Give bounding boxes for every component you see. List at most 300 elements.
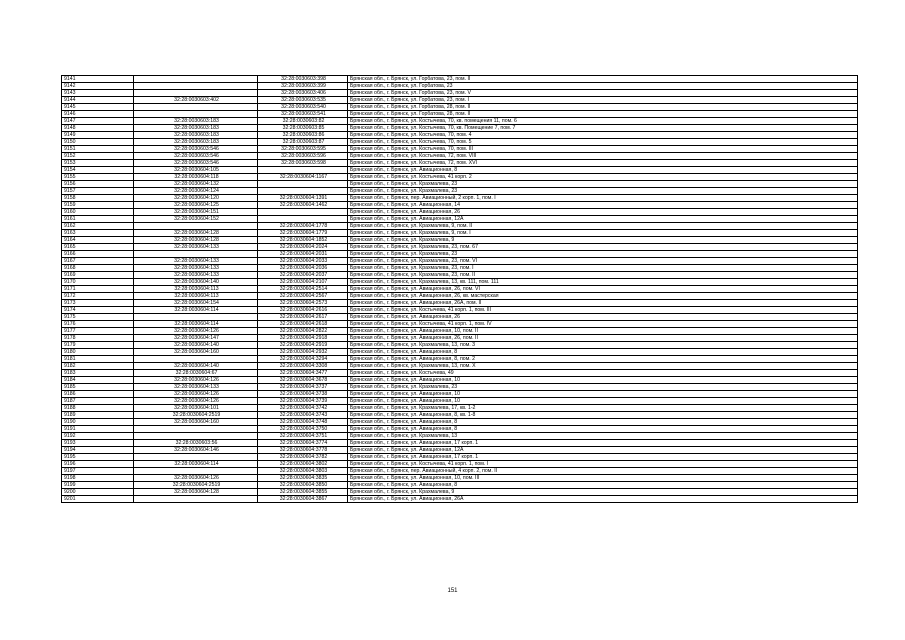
row-number-cell: 9173 bbox=[62, 300, 134, 307]
parcel-number-cell: 32:28:0030604:151 bbox=[134, 209, 258, 216]
row-number-cell: 9153 bbox=[62, 160, 134, 167]
parcel-number-cell: 32:28:0030604:105 bbox=[134, 167, 258, 174]
parcel-number-cell: 32:28:0030604:133 bbox=[134, 272, 258, 279]
parcel-number-cell: 32:28:0030604:140 bbox=[134, 342, 258, 349]
parcel-number-cell: 32:28:0030604:146 bbox=[134, 447, 258, 454]
parcel-number-cell: 32:28:0030604:120 bbox=[134, 195, 258, 202]
object-number-cell: 32:28:0030604:3738 bbox=[258, 391, 348, 398]
table-row bbox=[62, 76, 858, 83]
address-cell: Брянская обл., г. Брянск, ул. Авиационная, 26 bbox=[348, 209, 858, 216]
parcel-number-cell: 32:28:0030603:183 bbox=[134, 125, 258, 132]
table-row bbox=[62, 482, 858, 489]
parcel-number-cell: 32:28:0030604:126 bbox=[134, 475, 258, 482]
row-number-cell: 9192 bbox=[62, 433, 134, 440]
table-row bbox=[62, 398, 858, 405]
address-cell: Брянская обл., г. Брянск, ул. Авиационная, 17 корп. 1 bbox=[348, 454, 858, 461]
table-row bbox=[62, 475, 858, 482]
row-number-cell: 9197 bbox=[62, 468, 134, 475]
parcel-number-cell bbox=[134, 90, 258, 97]
row-number-cell: 9157 bbox=[62, 188, 134, 195]
row-number-cell: 9167 bbox=[62, 258, 134, 265]
row-number-cell: 9161 bbox=[62, 216, 134, 223]
object-number-cell: 32:28:0030604:1391 bbox=[258, 195, 348, 202]
table-row bbox=[62, 279, 858, 286]
address-cell: Брянская обл., г. Брянск, ул. Костычева, 70, пом. III bbox=[348, 146, 858, 153]
parcel-number-cell: 32:28:0030603:183 bbox=[134, 132, 258, 139]
object-number-cell: 32:28:0030603:87 bbox=[258, 139, 348, 146]
table-row bbox=[62, 97, 858, 104]
object-number-cell: 32:28:0030604:3308 bbox=[258, 363, 348, 370]
row-number-cell: 9171 bbox=[62, 286, 134, 293]
table-row bbox=[62, 244, 858, 251]
object-number-cell: 32:28:0030604:3835 bbox=[258, 475, 348, 482]
parcel-number-cell bbox=[134, 104, 258, 111]
row-number-cell: 9180 bbox=[62, 349, 134, 356]
object-number-cell: 32:28:0030604:3774 bbox=[258, 440, 348, 447]
object-number-cell: 32:28:0030604:3855 bbox=[258, 489, 348, 496]
parcel-number-cell: 32:28:0030604:113 bbox=[134, 286, 258, 293]
row-number-cell: 9193 bbox=[62, 440, 134, 447]
address-cell: Брянская обл., г. Брянск, ул. Горбатова, 23, пом. II bbox=[348, 76, 858, 83]
row-number-cell: 9200 bbox=[62, 489, 134, 496]
parcel-number-cell: 32:28:0030604:133 bbox=[134, 265, 258, 272]
parcel-number-cell: 32:28:0030604:126 bbox=[134, 398, 258, 405]
object-number-cell: 32:28:0030604:3751 bbox=[258, 433, 348, 440]
table-row bbox=[62, 335, 858, 342]
object-number-cell: 32:28:0030604:2037 bbox=[258, 272, 348, 279]
parcel-number-cell bbox=[134, 468, 258, 475]
address-cell: Брянская обл., г. Брянск, ул. Костычева, 70, кв. помещения 11, пом. 6 bbox=[348, 118, 858, 125]
address-cell: Брянская обл., г. Брянск, ул. Авиационная, 26 bbox=[348, 314, 858, 321]
table-row bbox=[62, 118, 858, 125]
table-row bbox=[62, 83, 858, 90]
row-number-cell: 9170 bbox=[62, 279, 134, 286]
table-row bbox=[62, 300, 858, 307]
table-row bbox=[62, 258, 858, 265]
object-number-cell: 32:28:0030604:3294 bbox=[258, 356, 348, 363]
table-row bbox=[62, 230, 858, 237]
table-row bbox=[62, 223, 858, 230]
address-cell: Брянская обл., г. Брянск, ул. Горбатова, 23 bbox=[348, 83, 858, 90]
address-cell: Брянская обл., г. Брянск, ул. Крахмалева, 23 bbox=[348, 384, 858, 391]
row-number-cell: 9145 bbox=[62, 104, 134, 111]
cadastral-table bbox=[61, 75, 858, 503]
parcel-number-cell: 32:28:0030604:133 bbox=[134, 258, 258, 265]
parcel-number-cell: 32:28:0030604:67 bbox=[134, 370, 258, 377]
parcel-number-cell: 32:28:0030604:2519 bbox=[134, 412, 258, 419]
object-number-cell: 32:28:0030603:596 bbox=[258, 153, 348, 160]
address-cell: Брянская обл., г. Брянск, ул. Авиационная, 26, кв. мастерская bbox=[348, 293, 858, 300]
address-cell: Брянская обл., г. Брянск, ул. Горбатова, 23, пом. I bbox=[348, 97, 858, 104]
table-row bbox=[62, 272, 858, 279]
row-number-cell: 9142 bbox=[62, 83, 134, 90]
address-cell: Брянская обл., г. Брянск, ул. Крахмалева, 13, кв. 111, пом. 111 bbox=[348, 279, 858, 286]
table-row bbox=[62, 426, 858, 433]
address-cell: Брянская обл., г. Брянск, ул. Крахмалева, 13, пом. Х bbox=[348, 363, 858, 370]
row-number-cell: 9190 bbox=[62, 419, 134, 426]
table-row bbox=[62, 209, 858, 216]
address-cell: Брянская обл., г. Брянск, ул. Крахмалева, 23 bbox=[348, 188, 858, 195]
parcel-number-cell bbox=[134, 83, 258, 90]
object-number-cell: 32:28:0030603:86 bbox=[258, 132, 348, 139]
parcel-number-cell: 32:28:0030604:133 bbox=[134, 384, 258, 391]
row-number-cell: 9198 bbox=[62, 475, 134, 482]
object-number-cell: 32:28:0030603:595 bbox=[258, 146, 348, 153]
object-number-cell: 32:28:0030604:3739 bbox=[258, 398, 348, 405]
address-cell: Брянская обл., г. Брянск, пер. Авиационный, 2 корп. 1, пом. I bbox=[348, 195, 858, 202]
address-cell: Брянская обл., г. Брянск, ул. Костычева, 41 корп. 1, пом. IV bbox=[348, 321, 858, 328]
parcel-number-cell: 32:28:0030604:124 bbox=[134, 188, 258, 195]
parcel-number-cell: 32:28:0030604:126 bbox=[134, 391, 258, 398]
address-cell: Брянская обл., г. Брянск, ул. Авиационная, 26А, пом. II bbox=[348, 300, 858, 307]
row-number-cell: 9151 bbox=[62, 146, 134, 153]
object-number-cell: 32:28:0030604:3778 bbox=[258, 447, 348, 454]
row-number-cell: 9160 bbox=[62, 209, 134, 216]
row-number-cell: 9143 bbox=[62, 90, 134, 97]
row-number-cell: 9163 bbox=[62, 230, 134, 237]
address-cell: Брянская обл., г. Брянск, ул. Авиационная, 8 bbox=[348, 167, 858, 174]
table-row bbox=[62, 104, 858, 111]
row-number-cell: 9169 bbox=[62, 272, 134, 279]
object-number-cell: 32:28:0030604:3802 bbox=[258, 461, 348, 468]
row-number-cell: 9185 bbox=[62, 384, 134, 391]
parcel-number-cell: 32:28:0030604:133 bbox=[134, 244, 258, 251]
table-row bbox=[62, 293, 858, 300]
table-row bbox=[62, 384, 858, 391]
table-row bbox=[62, 419, 858, 426]
address-cell: Брянская обл., г. Брянск, ул. Авиационная, 12А bbox=[348, 447, 858, 454]
address-cell: Брянская обл., г. Брянск, ул. Крахмалева, 23, пом. 67 bbox=[348, 244, 858, 251]
address-cell: Брянская обл., г. Брянск, ул. Крахмалева, 17, кв. 1-2 bbox=[348, 405, 858, 412]
parcel-number-cell: 32:28:0030604:128 bbox=[134, 237, 258, 244]
parcel-number-cell: 32:28:0030604:113 bbox=[134, 293, 258, 300]
row-number-cell: 9182 bbox=[62, 363, 134, 370]
row-number-cell: 9188 bbox=[62, 405, 134, 412]
parcel-number-cell: 32:28:0030604:126 bbox=[134, 377, 258, 384]
row-number-cell: 9152 bbox=[62, 153, 134, 160]
object-number-cell: 32:28:0030604:3748 bbox=[258, 419, 348, 426]
address-cell: Брянская обл., г. Брянск, ул. Авиационная, 10 bbox=[348, 391, 858, 398]
object-number-cell: 32:28:0030604:3867 bbox=[258, 496, 348, 503]
table-row bbox=[62, 412, 858, 419]
row-number-cell: 9155 bbox=[62, 174, 134, 181]
object-number-cell: 32:28:0030604:2024 bbox=[258, 244, 348, 251]
address-cell: Брянская обл., г. Брянск, ул. Костычева, 70, пом. 5 bbox=[348, 139, 858, 146]
row-number-cell: 9166 bbox=[62, 251, 134, 258]
address-cell: Брянская обл., г. Брянск, ул. Горбатова, 28, пом. II bbox=[348, 111, 858, 118]
table-row bbox=[62, 216, 858, 223]
table-row bbox=[62, 188, 858, 195]
object-number-cell: 32:28:0030604:2932 bbox=[258, 349, 348, 356]
address-cell: Брянская обл., г. Брянск, ул. Авиационная, 26, пом. II bbox=[348, 335, 858, 342]
parcel-number-cell: 32:28:0030604:2519 bbox=[134, 482, 258, 489]
address-cell: Брянская обл., г. Брянск, ул. Горбатова, 23, пом. V bbox=[348, 90, 858, 97]
table-row bbox=[62, 286, 858, 293]
parcel-number-cell bbox=[134, 76, 258, 83]
object-number-cell: 32:28:0030603:598 bbox=[258, 160, 348, 167]
row-number-cell: 9148 bbox=[62, 125, 134, 132]
table-row bbox=[62, 328, 858, 335]
parcel-number-cell: 32:28:0030604:114 bbox=[134, 461, 258, 468]
table-row bbox=[62, 314, 858, 321]
object-number-cell: 32:28:0030604:1852 bbox=[258, 237, 348, 244]
table-row bbox=[62, 342, 858, 349]
parcel-number-cell: 32:28:0030604:154 bbox=[134, 300, 258, 307]
object-number-cell bbox=[258, 188, 348, 195]
object-number-cell: 32:28:0030604:1779 bbox=[258, 230, 348, 237]
parcel-number-cell: 32:28:0030604:114 bbox=[134, 321, 258, 328]
address-cell: Брянская обл., г. Брянск, ул. Горбатова, 28, пом. II bbox=[348, 104, 858, 111]
object-number-cell bbox=[258, 181, 348, 188]
parcel-number-cell bbox=[134, 111, 258, 118]
table-row bbox=[62, 370, 858, 377]
address-cell: Брянская обл., г. Брянск, ул. Авиационная, 12А bbox=[348, 216, 858, 223]
row-number-cell: 9172 bbox=[62, 293, 134, 300]
address-cell: Брянская обл., г. Брянск, ул. Костычева, 70, кв. Помещение 7, пом. 7 bbox=[348, 125, 858, 132]
address-cell: Брянская обл., г. Брянск, ул. Крахмалева, 9 bbox=[348, 237, 858, 244]
address-cell: Брянская обл., г. Брянск, ул. Крахмалева, 23 bbox=[348, 181, 858, 188]
table-row bbox=[62, 405, 858, 412]
row-number-cell: 9186 bbox=[62, 391, 134, 398]
table-row bbox=[62, 111, 858, 118]
address-cell: Брянская обл., г. Брянск, ул. Авиационная, 8, пом. 2 bbox=[348, 356, 858, 363]
address-cell: Брянская обл., г. Брянск, ул. Крахмалева, 13, пом. 3 bbox=[348, 342, 858, 349]
address-cell: Брянская обл., г. Брянск, ул. Костычева, 49 bbox=[348, 370, 858, 377]
parcel-number-cell: 32:28:0030603:402 bbox=[134, 97, 258, 104]
address-cell: Брянская обл., г. Брянск, ул. Авиационная, 10, пом. III bbox=[348, 475, 858, 482]
object-number-cell: 32:28:0030603:540 bbox=[258, 104, 348, 111]
parcel-number-cell bbox=[134, 356, 258, 363]
row-number-cell: 9159 bbox=[62, 202, 134, 209]
page-number: 151 bbox=[447, 588, 458, 594]
address-cell: Брянская обл., г. Брянск, ул. Крахмалева, 23, пом. VI bbox=[348, 258, 858, 265]
parcel-number-cell: 32:28:0030603:56 bbox=[134, 440, 258, 447]
table-body bbox=[62, 76, 858, 503]
parcel-number-cell: 32:28:0030604:128 bbox=[134, 230, 258, 237]
parcel-number-cell: 32:28:0030603:183 bbox=[134, 139, 258, 146]
parcel-number-cell: 32:28:0030604:160 bbox=[134, 419, 258, 426]
object-number-cell: 32:28:0030604:2036 bbox=[258, 265, 348, 272]
row-number-cell: 9189 bbox=[62, 412, 134, 419]
table-row bbox=[62, 461, 858, 468]
object-number-cell: 32:28:0030604:3750 bbox=[258, 426, 348, 433]
table-row bbox=[62, 440, 858, 447]
object-number-cell bbox=[258, 216, 348, 223]
table-row bbox=[62, 90, 858, 97]
row-number-cell: 9144 bbox=[62, 97, 134, 104]
row-number-cell: 9201 bbox=[62, 496, 134, 503]
address-cell: Брянская обл., г. Брянск, ул. Авиационная, 10 bbox=[348, 398, 858, 405]
table-row bbox=[62, 132, 858, 139]
table-row bbox=[62, 139, 858, 146]
row-number-cell: 9150 bbox=[62, 139, 134, 146]
parcel-number-cell: 32:28:0030603:546 bbox=[134, 160, 258, 167]
address-cell: Брянская обл., г. Брянск, ул. Авиационная, 8 bbox=[348, 426, 858, 433]
row-number-cell: 9156 bbox=[62, 181, 134, 188]
object-number-cell: 32:28:0030604:2918 bbox=[258, 335, 348, 342]
parcel-number-cell: 32:28:0030604:128 bbox=[134, 489, 258, 496]
address-cell: Брянская обл., г. Брянск, ул. Авиационная, 17 корп. 1 bbox=[348, 440, 858, 447]
parcel-number-cell: 32:28:0030603:183 bbox=[134, 118, 258, 125]
parcel-number-cell bbox=[134, 496, 258, 503]
address-cell: Брянская обл., г. Брянск, ул. Костычева, 70, пом. 4 bbox=[348, 132, 858, 139]
parcel-number-cell: 32:28:0030604:101 bbox=[134, 405, 258, 412]
row-number-cell: 9149 bbox=[62, 132, 134, 139]
object-number-cell: 32:28:0030604:3742 bbox=[258, 405, 348, 412]
object-number-cell: 32:28:0030604:2822 bbox=[258, 328, 348, 335]
table-row bbox=[62, 363, 858, 370]
table-row bbox=[62, 377, 858, 384]
row-number-cell: 9199 bbox=[62, 482, 134, 489]
address-cell: Брянская обл., г. Брянск, ул. Крахмалева, 13 bbox=[348, 433, 858, 440]
object-number-cell: 32:28:0030604:3803 bbox=[258, 468, 348, 475]
row-number-cell: 9154 bbox=[62, 167, 134, 174]
table-row bbox=[62, 468, 858, 475]
object-number-cell: 32:28:0030604:3782 bbox=[258, 454, 348, 461]
parcel-number-cell bbox=[134, 314, 258, 321]
address-cell: Брянская обл., г. Брянск, ул. Авиационная, 10 bbox=[348, 377, 858, 384]
parcel-number-cell: 32:28:0030604:114 bbox=[134, 307, 258, 314]
object-number-cell: 32:28:0030603:398 bbox=[258, 76, 348, 83]
object-number-cell: 32:28:0030604:3477 bbox=[258, 370, 348, 377]
address-cell: Брянская обл., г. Брянск, ул. Авиационная, 10, пом. II bbox=[348, 328, 858, 335]
object-number-cell bbox=[258, 167, 348, 174]
address-cell: Брянская обл., г. Брянск, ул. Авиационная, 8 bbox=[348, 482, 858, 489]
table-row bbox=[62, 321, 858, 328]
parcel-number-cell bbox=[134, 433, 258, 440]
address-cell: Брянская обл., г. Брянск, ул. Крахмалева, 9 bbox=[348, 489, 858, 496]
address-cell: Брянская обл., г. Брянск, ул. Крахмалева, 9, пом. I bbox=[348, 230, 858, 237]
object-number-cell: 32:28:0030603:541 bbox=[258, 111, 348, 118]
row-number-cell: 9146 bbox=[62, 111, 134, 118]
row-number-cell: 9178 bbox=[62, 335, 134, 342]
object-number-cell: 32:28:0030604:2567 bbox=[258, 293, 348, 300]
row-number-cell: 9164 bbox=[62, 237, 134, 244]
address-cell: Брянская обл., г. Брянск, ул. Крахмалева, 23 bbox=[348, 251, 858, 258]
address-cell: Брянская обл., г. Брянск, ул. Авиационная, 26А bbox=[348, 496, 858, 503]
address-cell: Брянская обл., г. Брянск, ул. Костычева, 41 корп. 2 bbox=[348, 174, 858, 181]
parcel-number-cell: 32:28:0030604:118 bbox=[134, 174, 258, 181]
parcel-number-cell: 32:28:0030604:160 bbox=[134, 349, 258, 356]
row-number-cell: 9176 bbox=[62, 321, 134, 328]
table-row bbox=[62, 391, 858, 398]
table-row bbox=[62, 125, 858, 132]
object-number-cell: 32:28:0030604:2573 bbox=[258, 300, 348, 307]
table-row bbox=[62, 251, 858, 258]
address-cell: Брянская обл., г. Брянск, ул. Крахмалева, 23, пом. I bbox=[348, 265, 858, 272]
row-number-cell: 9187 bbox=[62, 398, 134, 405]
address-cell: Брянская обл., г. Брянск, ул. Крахмалева, 9, пом. II bbox=[348, 223, 858, 230]
object-number-cell: 32:28:0030604:3743 bbox=[258, 412, 348, 419]
row-number-cell: 9168 bbox=[62, 265, 134, 272]
row-number-cell: 9195 bbox=[62, 454, 134, 461]
row-number-cell: 9184 bbox=[62, 377, 134, 384]
object-number-cell: 32:28:0030604:2033 bbox=[258, 258, 348, 265]
object-number-cell: 32:28:0030603:85 bbox=[258, 125, 348, 132]
object-number-cell: 32:28:0030604:2031 bbox=[258, 251, 348, 258]
parcel-number-cell: 32:28:0030604:147 bbox=[134, 335, 258, 342]
row-number-cell: 9177 bbox=[62, 328, 134, 335]
object-number-cell: 32:28:0030604:2616 bbox=[258, 307, 348, 314]
parcel-number-cell: 32:28:0030604:132 bbox=[134, 181, 258, 188]
address-cell: Брянская обл., г. Брянск, ул. Авиационная, 8, кв. 1-8 bbox=[348, 412, 858, 419]
object-number-cell: 32:28:0030604:1167 bbox=[258, 174, 348, 181]
row-number-cell: 9141 bbox=[62, 76, 134, 83]
row-number-cell: 9191 bbox=[62, 426, 134, 433]
address-cell: Брянская обл., г. Брянск, пер. Авиационный, 4 корп. 2, пом. II bbox=[348, 468, 858, 475]
parcel-number-cell: 32:28:0030604:126 bbox=[134, 328, 258, 335]
row-number-cell: 9179 bbox=[62, 342, 134, 349]
table-row bbox=[62, 454, 858, 461]
table-row bbox=[62, 181, 858, 188]
row-number-cell: 9174 bbox=[62, 307, 134, 314]
object-number-cell: 32:28:0030604:1462 bbox=[258, 202, 348, 209]
parcel-number-cell: 32:28:0030603:546 bbox=[134, 146, 258, 153]
parcel-number-cell: 32:28:0030604:140 bbox=[134, 363, 258, 370]
object-number-cell: 32:28:0030603:399 bbox=[258, 83, 348, 90]
table-row bbox=[62, 195, 858, 202]
parcel-number-cell bbox=[134, 223, 258, 230]
address-cell: Брянская обл., г. Брянск, ул. Авиационная, 26, пом. VI bbox=[348, 286, 858, 293]
object-number-cell: 32:28:0030603:82 bbox=[258, 118, 348, 125]
table-row bbox=[62, 433, 858, 440]
parcel-number-cell: 32:28:0030604:140 bbox=[134, 279, 258, 286]
row-number-cell: 9194 bbox=[62, 447, 134, 454]
table-row bbox=[62, 174, 858, 181]
parcel-number-cell bbox=[134, 454, 258, 461]
row-number-cell: 9162 bbox=[62, 223, 134, 230]
row-number-cell: 9175 bbox=[62, 314, 134, 321]
table-row bbox=[62, 496, 858, 503]
row-number-cell: 9158 bbox=[62, 195, 134, 202]
object-number-cell: 32:28:0030603:535 bbox=[258, 97, 348, 104]
row-number-cell: 9147 bbox=[62, 118, 134, 125]
object-number-cell: 32:28:0030604:3737 bbox=[258, 384, 348, 391]
table-row bbox=[62, 153, 858, 160]
table-row bbox=[62, 447, 858, 454]
table-row bbox=[62, 489, 858, 496]
table-row bbox=[62, 160, 858, 167]
object-number-cell: 32:28:0030604:2107 bbox=[258, 279, 348, 286]
table-row bbox=[62, 349, 858, 356]
address-cell: Брянская обл., г. Брянск, ул. Костычева, 72, пом. XVI bbox=[348, 160, 858, 167]
table-row bbox=[62, 202, 858, 209]
object-number-cell: 32:28:0030604:2514 bbox=[258, 286, 348, 293]
parcel-number-cell: 32:28:0030604:152 bbox=[134, 216, 258, 223]
address-cell: Брянская обл., г. Брянск, ул. Костычева, 72, пом. VIII bbox=[348, 153, 858, 160]
object-number-cell: 32:28:0030603:406 bbox=[258, 90, 348, 97]
address-cell: Брянская обл., г. Брянск, ул. Авиационная, 8 bbox=[348, 419, 858, 426]
table-row bbox=[62, 356, 858, 363]
object-number-cell: 32:28:0030604:3678 bbox=[258, 377, 348, 384]
table-row bbox=[62, 167, 858, 174]
object-number-cell: 32:28:0030604:2618 bbox=[258, 321, 348, 328]
table-row bbox=[62, 307, 858, 314]
address-cell: Брянская обл., г. Брянск, ул. Крахмалева, 23, пом. II bbox=[348, 272, 858, 279]
address-cell: Брянская обл., г. Брянск, ул. Костычева, 41 корп. 1, пом. III bbox=[348, 307, 858, 314]
address-cell: Брянская обл., г. Брянск, ул. Авиационная, 14 bbox=[348, 202, 858, 209]
parcel-number-cell: 32:28:0030604:125 bbox=[134, 202, 258, 209]
row-number-cell: 9196 bbox=[62, 461, 134, 468]
row-number-cell: 9165 bbox=[62, 244, 134, 251]
object-number-cell: 32:28:0030604:2617 bbox=[258, 314, 348, 321]
address-cell: Брянская обл., г. Брянск, ул. Авиационная, 8 bbox=[348, 349, 858, 356]
address-cell: Брянская обл., г. Брянск, ул. Костычева, 41 корп. 1, пом. I bbox=[348, 461, 858, 468]
parcel-number-cell bbox=[134, 251, 258, 258]
parcel-number-cell: 32:28:0030603:546 bbox=[134, 153, 258, 160]
object-number-cell: 32:28:0030604:1778 bbox=[258, 223, 348, 230]
row-number-cell: 9183 bbox=[62, 370, 134, 377]
